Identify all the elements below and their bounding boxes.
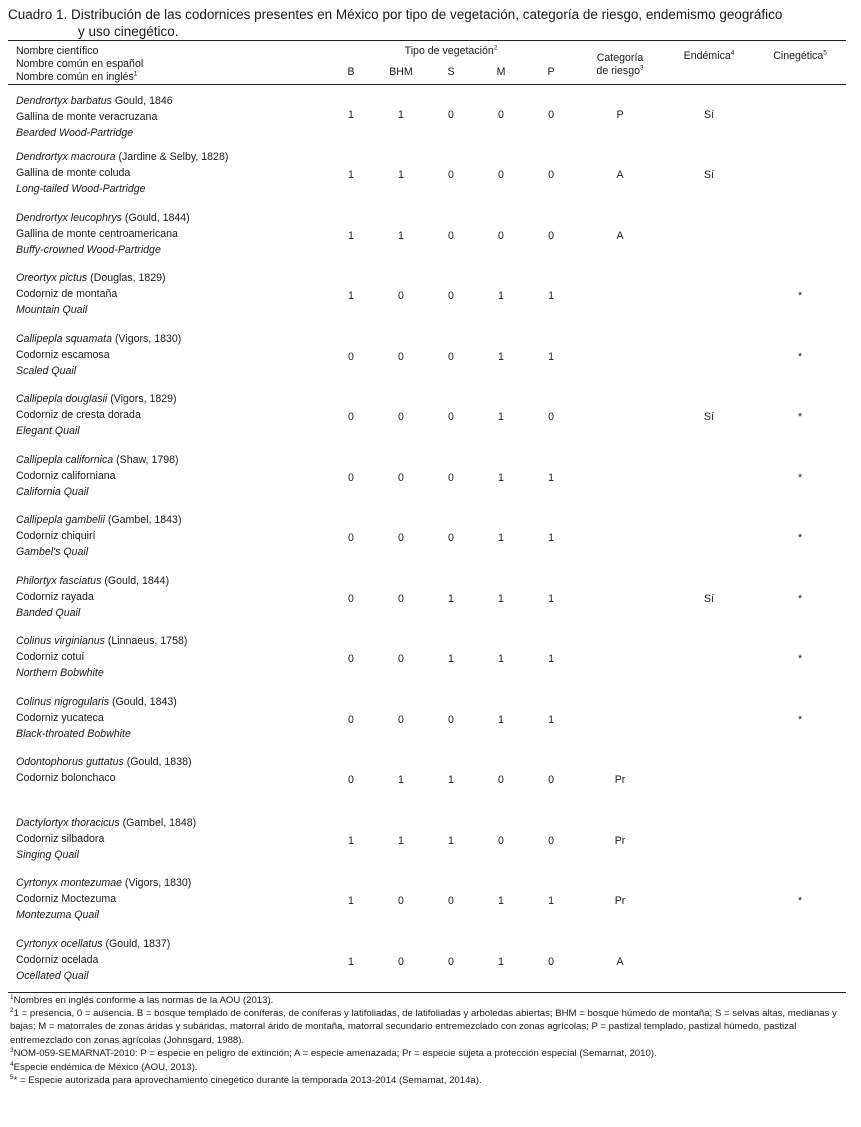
vegetation-cell: 0	[398, 895, 404, 908]
cinegetica-cell: *	[797, 350, 803, 363]
categoria-cell: A	[616, 169, 624, 182]
vegetation-cell: 0	[448, 350, 454, 363]
endemica-cell	[664, 266, 754, 327]
vegetation-cell: 0	[548, 229, 554, 242]
vegetation-cell: 0	[498, 109, 504, 121]
table-row	[8, 750, 846, 811]
english-name: Mountain Quail	[16, 304, 88, 317]
species-author: (Gould, 1837)	[102, 937, 171, 950]
species-author: (Gambel, 1843)	[104, 514, 182, 526]
endemica-cell: Sí	[704, 169, 715, 182]
scientific-name: Dendrortyx barbatus	[16, 95, 112, 107]
endemica-cell	[664, 206, 754, 267]
vegetation-cell: 0	[398, 471, 404, 484]
vegetation-cell: 0	[448, 955, 454, 968]
vegetation-cell: 1	[498, 713, 504, 726]
english-name: Banded Quail	[16, 606, 81, 619]
vegetation-cell: 1	[398, 229, 404, 242]
caption-line-2: y uso cinegético.	[78, 24, 179, 39]
endemica-cell: Sí	[704, 109, 715, 121]
categoria-cell	[576, 327, 664, 388]
vegetation-cell: 1	[498, 411, 504, 424]
vegetation-cell: 0	[548, 834, 554, 847]
vegetation-cell: 1	[548, 350, 554, 363]
vegetation-cell: 0	[448, 109, 454, 121]
categoria-cell: Pr	[614, 834, 626, 847]
vegetation-cell: 1	[498, 290, 504, 303]
species-names	[8, 387, 326, 448]
veg-col-header: P	[547, 66, 555, 78]
endemica-cell	[664, 327, 754, 388]
table-row	[8, 327, 846, 388]
vegetation-cell: 0	[348, 350, 354, 363]
vegetation-cell: 1	[348, 955, 354, 968]
vegetation-cell: 1	[398, 834, 404, 847]
english-name: Montezuma Quail	[16, 909, 100, 922]
cinegetica-cell	[754, 811, 846, 872]
species-author: (Gould, 1838)	[123, 756, 192, 768]
species-names	[8, 145, 326, 206]
spanish-name: Gallina de monte coluda	[16, 167, 131, 180]
table-row	[8, 629, 846, 690]
vegetation-cell: 0	[398, 411, 404, 424]
vegetation-cell: 1	[548, 592, 554, 605]
cinegetica-cell: *	[797, 895, 803, 908]
vegetation-cell: 1	[348, 895, 354, 908]
species-names	[8, 871, 326, 932]
english-name: Ocellated Quail	[16, 969, 89, 982]
scientific-name: Dactylortyx thoracicus	[16, 816, 120, 829]
english-name: Elegant Quail	[16, 425, 80, 438]
vegetation-cell: 0	[348, 653, 354, 666]
veg-col-header: M	[496, 66, 506, 78]
cinegetica-cell	[754, 85, 846, 146]
vegetation-cell: 1	[548, 471, 554, 484]
spanish-name: Codorniz escamosa	[16, 348, 110, 361]
scientific-name: Dendrortyx macroura	[16, 151, 116, 163]
table-row	[8, 145, 846, 206]
endemica-cell	[664, 690, 754, 751]
vegetation-cell: 0	[448, 229, 454, 242]
vegetation-cell: 1	[498, 653, 504, 666]
scientific-name: Cyrtonyx montezumae	[16, 877, 122, 889]
vegetation-cell: 0	[398, 532, 404, 545]
quail-table	[8, 41, 846, 993]
vegetation-cell: 0	[398, 592, 404, 605]
categoria-cell	[576, 569, 664, 630]
species-author: (Shaw, 1798)	[113, 453, 179, 466]
vegetation-cell: 1	[498, 592, 504, 605]
species-names	[8, 569, 326, 630]
vegetation-cell: 1	[348, 109, 354, 121]
species-author: (Linnaeus, 1758)	[104, 635, 188, 647]
vegetation-cell: 1	[398, 774, 404, 787]
endemica-cell	[664, 750, 754, 811]
footnotes	[8, 994, 846, 1088]
vegetation-cell: 0	[348, 471, 354, 484]
cinegetica-cell	[754, 206, 846, 267]
veg-col-header: BHM	[389, 66, 413, 78]
vegetation-cell: 1	[498, 350, 504, 363]
vegetation-cell: 0	[348, 532, 354, 545]
table-row	[8, 206, 846, 267]
english-name: Northern Bobwhite	[16, 667, 104, 680]
scientific-name: Odontophorus guttatus	[16, 756, 124, 768]
endemica-header: Endémica$^4$	[683, 49, 735, 62]
species-author: (Gould, 1844)	[121, 211, 190, 224]
vegetation-cell: 0	[448, 895, 454, 908]
scientific-name: Colinus nigrogularis	[16, 695, 110, 708]
spanish-name: Codorniz ocelada	[16, 953, 99, 966]
cinegetica-header: Cinegética$^5$	[773, 49, 827, 62]
vegetation-cell: 1	[548, 532, 554, 545]
vegetation-cell: 1	[348, 290, 354, 303]
table-row	[8, 690, 846, 751]
categoria-cell: Pr	[614, 774, 626, 787]
english-name: Bearded Wood-Partridge	[16, 127, 134, 140]
species-names	[8, 85, 326, 146]
species-names	[8, 266, 326, 327]
endemica-cell	[664, 508, 754, 569]
vegetation-cell: 1	[498, 471, 504, 484]
cinegetica-cell: *	[797, 653, 803, 666]
cinegetica-cell: *	[797, 713, 803, 726]
categoria-cell	[576, 266, 664, 327]
footnote: $^5$* = Especie autorizada para aprovechamiento cinegético durante la temporada 2013-2014 (Semarnat, 2014a).	[10, 1073, 482, 1086]
spanish-name: Codorniz bolonchaco	[16, 772, 116, 785]
species-names	[8, 327, 326, 388]
vegetation-cell: 1	[498, 955, 504, 968]
vegetation-cell: 0	[498, 229, 504, 242]
vegetation-cell: 1	[448, 592, 454, 605]
species-names	[8, 629, 326, 690]
english-name: Singing Quail	[16, 848, 80, 861]
vegetation-cell: 0	[448, 169, 454, 182]
vegetation-cell: 0	[548, 109, 554, 121]
categoria-cell: A	[616, 229, 624, 242]
species-names	[8, 206, 326, 267]
species-names	[8, 932, 326, 993]
endemica-cell	[664, 932, 754, 993]
cinegetica-cell: *	[797, 290, 803, 303]
scientific-name: Callipepla californica	[16, 453, 114, 466]
english-name: Scaled Quail	[16, 364, 77, 377]
table-row	[8, 266, 846, 327]
categoria-cell: Pr	[614, 895, 626, 908]
cinegetica-cell: *	[797, 411, 803, 424]
vegetation-cell: 1	[448, 834, 454, 847]
spanish-name: Codorniz silbadora	[16, 832, 105, 845]
vegetation-cell: 0	[348, 774, 354, 787]
spanish-name: Gallina de monte veracruzana	[16, 111, 158, 124]
table-row	[8, 448, 846, 509]
species-names	[8, 690, 326, 751]
categoria-cell: A	[616, 955, 624, 968]
categoria-cell	[576, 629, 664, 690]
footnote: $^4$Especie endémica de México (AOU, 2013).	[10, 1060, 198, 1073]
spanish-name: Codorniz Moctezuma	[16, 893, 117, 906]
endemica-cell: Sí	[704, 592, 715, 605]
table-row	[8, 569, 846, 630]
english-name: Long-tailed Wood-Partridge	[16, 183, 146, 196]
vegetation-cell: 1	[348, 834, 354, 847]
vegetation-cell: 1	[548, 290, 554, 303]
vegetation-cell: 0	[398, 955, 404, 968]
vegetation-cell: 0	[548, 774, 554, 787]
table-row	[8, 85, 846, 146]
species-names	[8, 811, 326, 872]
categoria-cell	[576, 387, 664, 448]
vegetation-cell: 0	[398, 350, 404, 363]
vegetation-cell: 0	[348, 411, 354, 424]
scientific-name: Dendrortyx leucophrys	[16, 211, 122, 224]
spanish-name: Codorniz cotuí	[16, 651, 85, 664]
species-author: (Gambel, 1848)	[119, 816, 197, 829]
vegetation-cell: 0	[448, 713, 454, 726]
vegetation-cell: 1	[348, 229, 354, 242]
cinegetica-cell: *	[797, 471, 803, 484]
veg-col-header: B	[347, 66, 355, 78]
vegetation-cell: 0	[498, 774, 504, 787]
english-name: California Quail	[16, 485, 89, 498]
scientific-name: Callipepla gambelii	[16, 514, 105, 526]
vegetation-cell: 1	[398, 169, 404, 182]
species-names	[8, 508, 326, 569]
spanish-name: Codorniz de montaña	[16, 288, 118, 301]
scientific-name: Callipepla squamata	[16, 332, 112, 345]
species-author: (Jardine & Selby, 1828)	[115, 151, 229, 163]
cinegetica-cell	[754, 145, 846, 206]
species-author: (Vigors, 1830)	[121, 877, 192, 889]
endemica-cell	[664, 811, 754, 872]
english-name: Gambel's Quail	[16, 546, 89, 559]
vegetation-cell: 1	[448, 774, 454, 787]
spanish-name: Codorniz de cresta dorada	[16, 409, 141, 422]
cinegetica-cell: *	[797, 532, 803, 545]
categoria-cell	[576, 448, 664, 509]
vegetation-cell: 0	[498, 169, 504, 182]
name-column-header: Nombre científico Nombre común en español Nombre común en inglés$^1$	[16, 45, 144, 83]
vegetation-cell: 1	[498, 532, 504, 545]
spanish-name: Codorniz californiana	[16, 469, 116, 482]
table-body	[8, 85, 846, 993]
caption-line-1: Cuadro 1. Distribución de las codornices presentes en México por tipo de vegetación, categoría de riesgo, endemismo geográfico	[8, 7, 783, 22]
species-names	[8, 750, 326, 811]
categoria-header: Categoría de riesgo$^3$	[596, 51, 644, 77]
table-caption	[8, 6, 846, 40]
species-names	[8, 448, 326, 509]
scientific-name: Callipepla douglasii	[16, 393, 108, 405]
cinegetica-cell: *	[797, 592, 803, 605]
vegetation-cell: 0	[448, 290, 454, 303]
scientific-name: Cyrtonyx ocellatus	[16, 937, 103, 950]
categoria-cell	[576, 508, 664, 569]
species-author: (Gould, 1844)	[101, 574, 170, 587]
spanish-name: Codorniz rayada	[16, 590, 94, 603]
categoria-cell	[576, 690, 664, 751]
species-author: (Vigors, 1830)	[112, 332, 182, 345]
endemica-cell	[664, 448, 754, 509]
spanish-name: Codorniz chiquirí	[16, 530, 96, 543]
footnote: $^2$1 = presencia, 0 = ausencia. B = bosque templado de coníferas, de coníferas y latifoliadas, de latifoliadas y arboledas abiertas; BHM = bosque húmedo de montaña; S = selvas altas, medianas y bajas; M = matorrales de zonas áridas y subáridas, matorral árido de montaña, matorral secundario entremezclado con zonas agrícolas; P = pastizal templado, pastizal húmedo, pastizal entremezclado con zonas agrícolas (Johnsgard, 1988).	[10, 1006, 837, 1046]
categoria-cell: P	[616, 109, 624, 121]
document-page	[8, 6, 846, 1087]
vegetation-cell: 1	[448, 653, 454, 666]
scientific-name: Oreortyx pictus	[16, 272, 88, 284]
vegetation-cell: 0	[548, 411, 554, 424]
vegetation-group-header: Tipo de vegetación$^2$	[404, 44, 498, 57]
english-name: Black-throated Bobwhite	[16, 727, 131, 740]
scientific-name: Philortyx fasciatus	[16, 574, 102, 587]
vegetation-cell: 0	[398, 290, 404, 303]
table-row	[8, 387, 846, 448]
table-row	[8, 811, 846, 872]
endemica-cell: Sí	[704, 411, 715, 424]
table-row	[8, 932, 846, 993]
vegetation-cell: 0	[448, 471, 454, 484]
vegetation-cell: 0	[398, 713, 404, 726]
vegetation-cell: 1	[498, 895, 504, 908]
vegetation-cell: 1	[548, 713, 554, 726]
cinegetica-cell	[754, 932, 846, 993]
vegetation-cell: 1	[548, 895, 554, 908]
table-row	[8, 871, 846, 932]
vegetation-cell: 0	[448, 532, 454, 545]
vegetation-cell: 0	[498, 834, 504, 847]
spanish-name: Gallina de monte centroamericana	[16, 227, 178, 240]
species-author: Gould, 1846	[111, 95, 173, 107]
species-author: (Douglas, 1829)	[87, 272, 166, 284]
vegetation-cell: 0	[448, 411, 454, 424]
scientific-name: Colinus virginianus	[16, 635, 105, 647]
vegetation-cell: 0	[348, 592, 354, 605]
cinegetica-cell	[754, 750, 846, 811]
vegetation-cell: 0	[398, 653, 404, 666]
species-author: (Vigors, 1829)	[107, 393, 177, 405]
endemica-cell	[664, 629, 754, 690]
vegetation-cell: 0	[548, 169, 554, 182]
table-row	[8, 508, 846, 569]
spanish-name: Codorniz yucateca	[16, 711, 104, 724]
footnote: $^3$NOM-059-SEMARNAT-2010: P = especie en peligro de extinción; A = especie amenazada; Pr = especie sujeta a protección especial (Semarnat, 2010).	[10, 1046, 657, 1060]
vegetation-cell: 0	[548, 955, 554, 968]
species-author: (Gould, 1843)	[109, 695, 177, 708]
english-name: Buffy-crowned Wood-Partridge	[16, 243, 161, 256]
veg-col-header: S	[447, 66, 455, 78]
vegetation-cell: 1	[398, 109, 404, 121]
vegetation-cell: 1	[348, 169, 354, 182]
endemica-cell	[664, 871, 754, 932]
footnote: $^1$Nombres en inglés conforme a las normas de la AOU (2013).	[10, 993, 274, 1006]
vegetation-cell: 0	[348, 713, 354, 726]
vegetation-cell: 1	[548, 653, 554, 666]
